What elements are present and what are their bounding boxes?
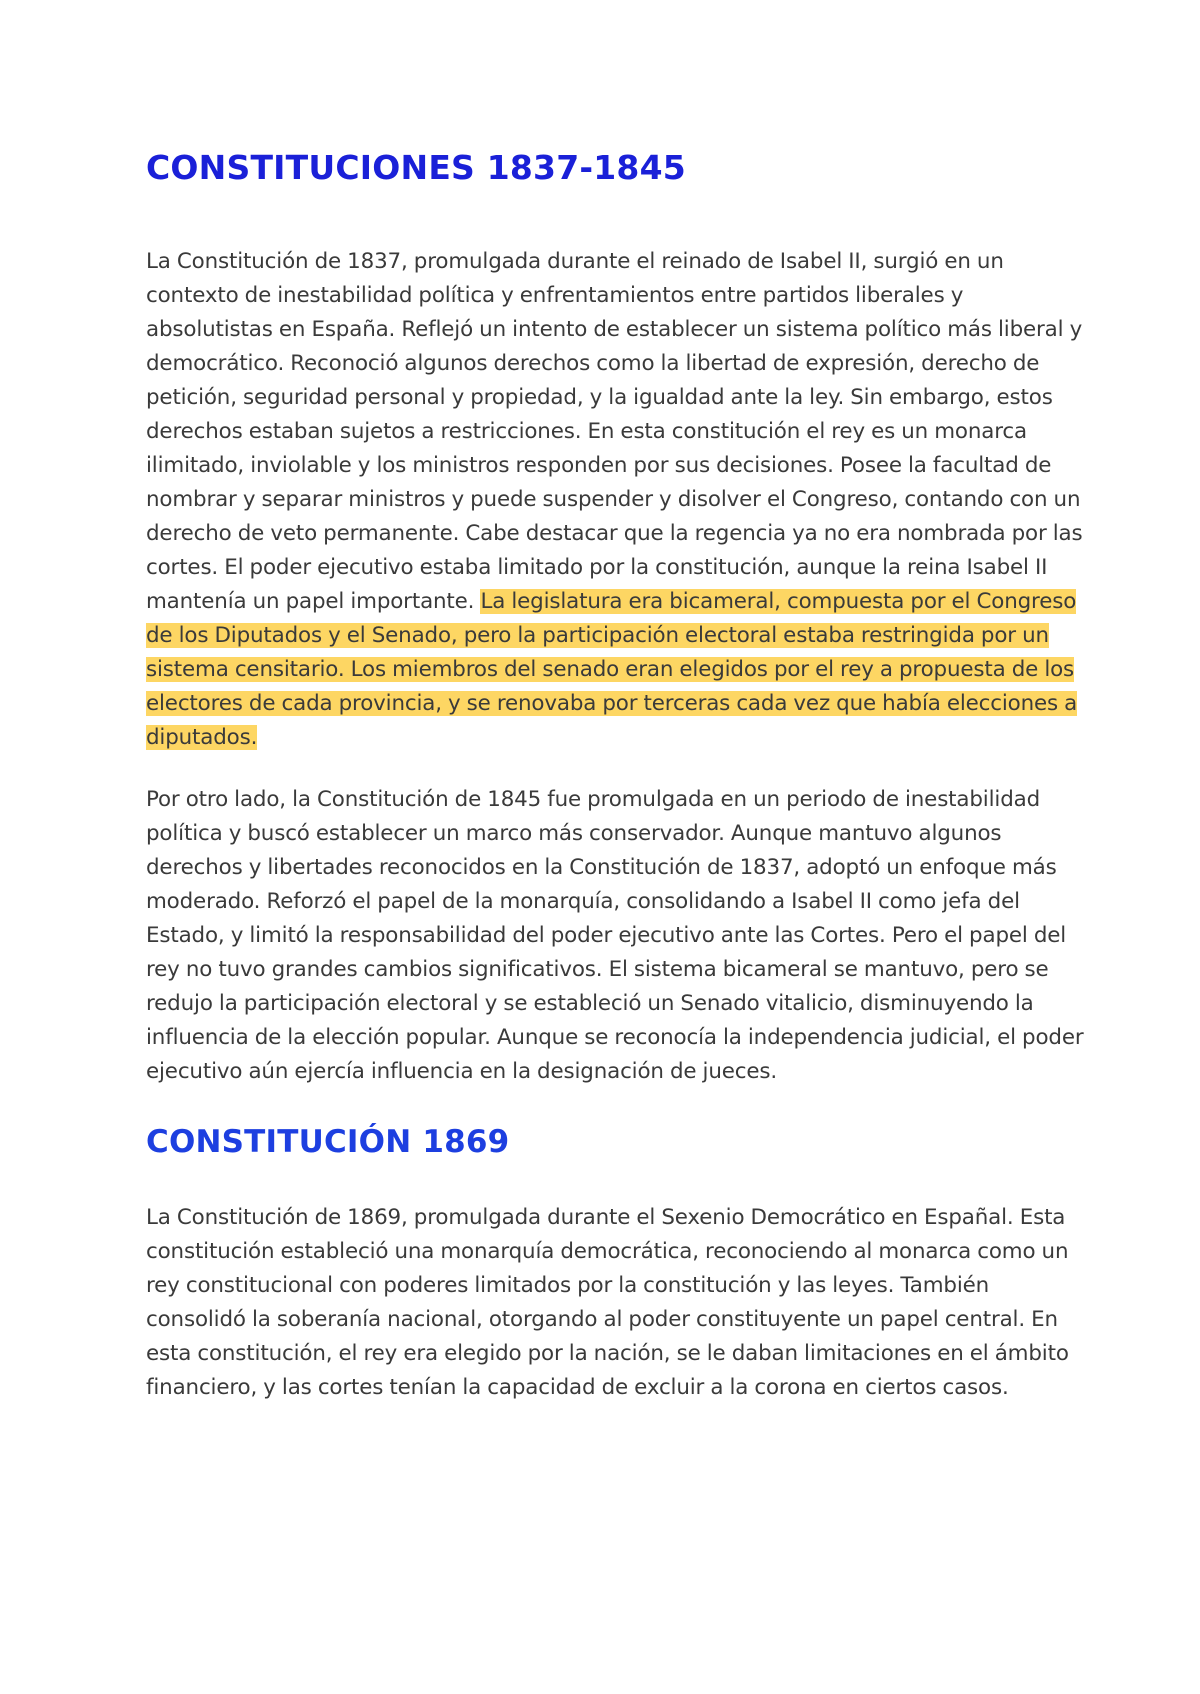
highlighted-text: La legislatura era bicameral, compuesta por el Congreso de los Diputados y el Senado, pero la participación electoral estaba restringida por un sistema censitario. Los miembros del senado eran elegidos por el rey a propuesta de los electores de cada provincia, y se renovaba por terceras cada vez que había elecciones a diputados.	[146, 589, 1078, 750]
paragraph-1-text: La Constitución de 1837, promulgada durante el reinado de Isabel II, surgió en un contexto de inestabilidad política y enfrentamientos entre partidos liberales y absolutistas en España. Reflejó un intento de establecer un sistema político más liberal y democrático. Reconoció algunos derechos como la libertad de expresión, derecho de petición, seguridad personal y propiedad, y la igualdad ante la ley. Sin embargo, estos derechos estaban sujetos a restricciones. En esta constitución el rey es un monarca ilimitado, inviolable y los ministros responden por sus decisiones. Posee la facultad de nombrar y separar ministros y puede suspender y disolver el Congreso, contando con un derecho de veto permanente. Cabe destacar que la regencia ya no era nombrada por las cortes. El poder ejecutivo estaba limitado por la constitución, aunque la reina Isabel II mantenía un papel importante.	[146, 249, 1083, 614]
section-heading-1869: CONSTITUCIÓN 1869	[146, 1124, 510, 1160]
section-heading-1837-1845: CONSTITUCIONES 1837-1845	[146, 148, 686, 187]
paragraph-constitution-1869: La Constitución de 1869, promulgada durante el Sexenio Democrático en Españal. Esta constitución estableció una monarquía democrática, reconociendo al monarca como un rey constitucional con poderes limitados por la constitución y las leyes. También consolidó la soberanía nacional, otorgando al poder constituyente un papel central. En esta constitución, el rey era elegido por la nación, se le daban limitaciones en el ámbito financiero, y las cortes tenían la capacidad de excluir a la corona en ciertos casos.	[146, 1205, 1069, 1400]
paragraph-constitution-1845: Por otro lado, la Constitución de 1845 fue promulgada en un periodo de inestabilidad política y buscó establecer un marco más conservador. Aunque mantuvo algunos derechos y libertades reconocidos en la Constitución de 1837, adoptó un enfoque más moderado. Reforzó el papel de la monarquía, consolidando a Isabel II como jefa del Estado, y limitó la responsabilidad del poder ejecutivo ante las Cortes. Pero el papel del rey no tuvo grandes cambios significativos. El sistema bicameral se mantuvo, pero se redujo la participación electoral y se estableció un Senado vitalicio, disminuyendo la influencia de la elección popular. Aunque se reconocía la independencia judicial, el poder ejecutivo aún ejercía influencia en la designación de jueces.	[146, 787, 1084, 1084]
paragraph-constitution-1837	[146, 245, 1090, 755]
